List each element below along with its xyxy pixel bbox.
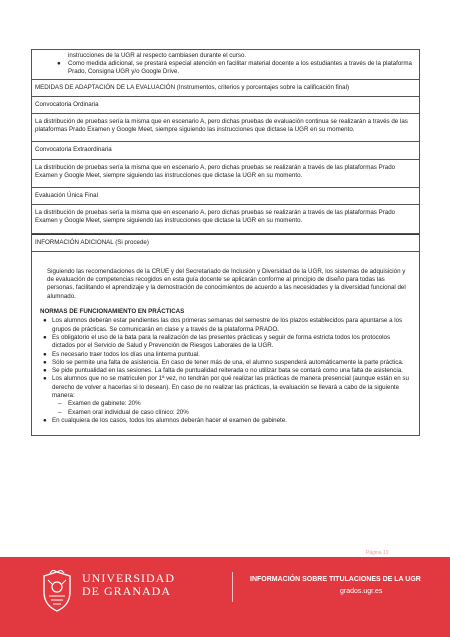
info-heading: INFORMACIÓN ADICIONAL (Si procede) <box>32 234 419 252</box>
list-item: ● En cualquiera de los casos, todos los alumnos deberán hacer el examen de gabinete. <box>40 417 411 425</box>
bullet-icon: ● <box>43 317 47 325</box>
university-crest-icon <box>40 570 74 612</box>
ordinaria-text: La distribución de pruebas sería la misma que en escenario A, pero dichas pruebas de evaluación continua se realizarán a través de las plataformas Prado Examen y Google Meet, siempre siguiendo las instrucciones que dictase la UGR en su momento. <box>32 114 419 142</box>
list-item: ● Es obligatorio el uso de la bata para la realización de las presentes prácticas y seguir de forma estricta todos los protocolos dictados por el Servicio de Salud y Prevención de Riesgos Laborales de la UGR. <box>40 334 411 351</box>
bullet-icon: ● <box>43 333 47 341</box>
sub-list <box>52 400 411 417</box>
info-intro: Siguiendo las recomendaciones de la CRUE y del Secretariado de Inclusión y Diversidad de la UGR, los sistemas de adquisición y de evaluación de competencias recogidos en esta guía docente se aplicarán conforme al principio de diseño para todas las personas, facilitando el aprendizaje y la demostración de conocimientos de acuerdo a las necesidades y la diversidad funcional del alumnado. <box>47 267 406 300</box>
continuation-line: instrucciones de la UGR al respecto cambiasen durante el curso. <box>68 52 247 59</box>
unica-text: La distribución de pruebas sería la misma que en escenario A, pero dichas pruebas se realizarán a través de las plataformas Prado Examen y Google Meet, siempre siguiendo las instrucciones que dictase la UGR en su momento. <box>32 205 419 233</box>
list-item: ● Sólo se permite una falta de asistencia. En caso de tener más de una, el alumno suspenderá automáticamente la parte práctica. <box>40 359 411 367</box>
extraordinaria-heading: Convocatoria Extraordinaria <box>32 142 419 159</box>
list-item: ● Se pide puntualidad en las sesiones. La falta de puntualidad reiterada o no utilizar bata se contará como una falta de asistencia. <box>40 367 411 375</box>
list-item: ● Los alumnos deberán estar pendientes las dos primeras semanas del semestre de los plazos establecidos para apuntarse a los grupos de prácticas. Se comunicarán en clase y a través de la plataforma PRADO. <box>40 317 411 334</box>
university-name-line1: UNIVERSIDAD <box>82 571 175 585</box>
extraordinaria-text: La distribución de pruebas sería la misma que en escenario A, pero dichas pruebas se realizarán a través de las plataformas Prado Examen y Google Meet, siempre siguiendo las instrucciones que dictase la UGR en su momento. <box>32 160 419 188</box>
medidas-heading: MEDIDAS DE ADAPTACIÓN DE LA EVALUACIÓN (Instrumentos, criterios y porcentajes sobre la calificación final) <box>32 80 419 97</box>
normas-list <box>40 317 411 425</box>
evaluation-table <box>31 49 420 436</box>
dash-icon: – <box>58 400 62 408</box>
footer-banner <box>0 557 450 637</box>
normas-title: NORMAS DE FUNCIONAMIENTO EN PRÁCTICAS <box>40 308 185 316</box>
info-content <box>32 252 419 435</box>
page-number: Página 10 <box>366 550 389 556</box>
titulaciones-link[interactable]: INFORMACIÓN SOBRE TITULACIONES DE LA UGR <box>250 576 421 583</box>
bullet-icon: ● <box>43 367 47 375</box>
sub-list-item: – Examen de gabinete: 20% <box>58 400 141 408</box>
list-item: ● Los alumnos que no se matriculen por 1ª vez, no tendrán por qué realizar las prácticas de manera presencial (aunque están en su derecho de volver a hacerlas si lo desean). En caso de no realizar las prácticas, la evaluación se llevará a cabo de la siguiente manera: – Examen de gabinete: 20% – Examen oral individual de caso clínico: 20% <box>40 375 411 416</box>
bullet-icon: ● <box>43 375 47 383</box>
university-name-line2: DE GRANADA <box>82 584 171 598</box>
bullet-icon: ● <box>43 358 47 366</box>
ordinaria-heading: Convocatoria Ordinaria <box>32 97 419 114</box>
footer-divider <box>232 572 233 602</box>
bullet-icon: ● <box>43 350 47 358</box>
continuation-cell <box>32 50 419 80</box>
continuation-bullet: ● Como medida adicional, se prestará especial atención en facilitar material docente a los estudiantes a través de la plataforma Prado, Consigna UGR y/o Google Drive. <box>57 60 412 76</box>
bullet-icon: ● <box>43 416 47 424</box>
list-item: ● Es necesario traer todos los días una linterna puntual. <box>40 351 411 359</box>
dash-icon: – <box>58 408 62 416</box>
grados-link[interactable]: grados.ugr.es <box>340 588 383 595</box>
sub-list-item: – Examen oral individual de caso clínico: 20% <box>58 408 189 416</box>
unica-heading: Evaluación Única Final <box>32 188 419 205</box>
bullet-icon: ● <box>57 60 61 68</box>
